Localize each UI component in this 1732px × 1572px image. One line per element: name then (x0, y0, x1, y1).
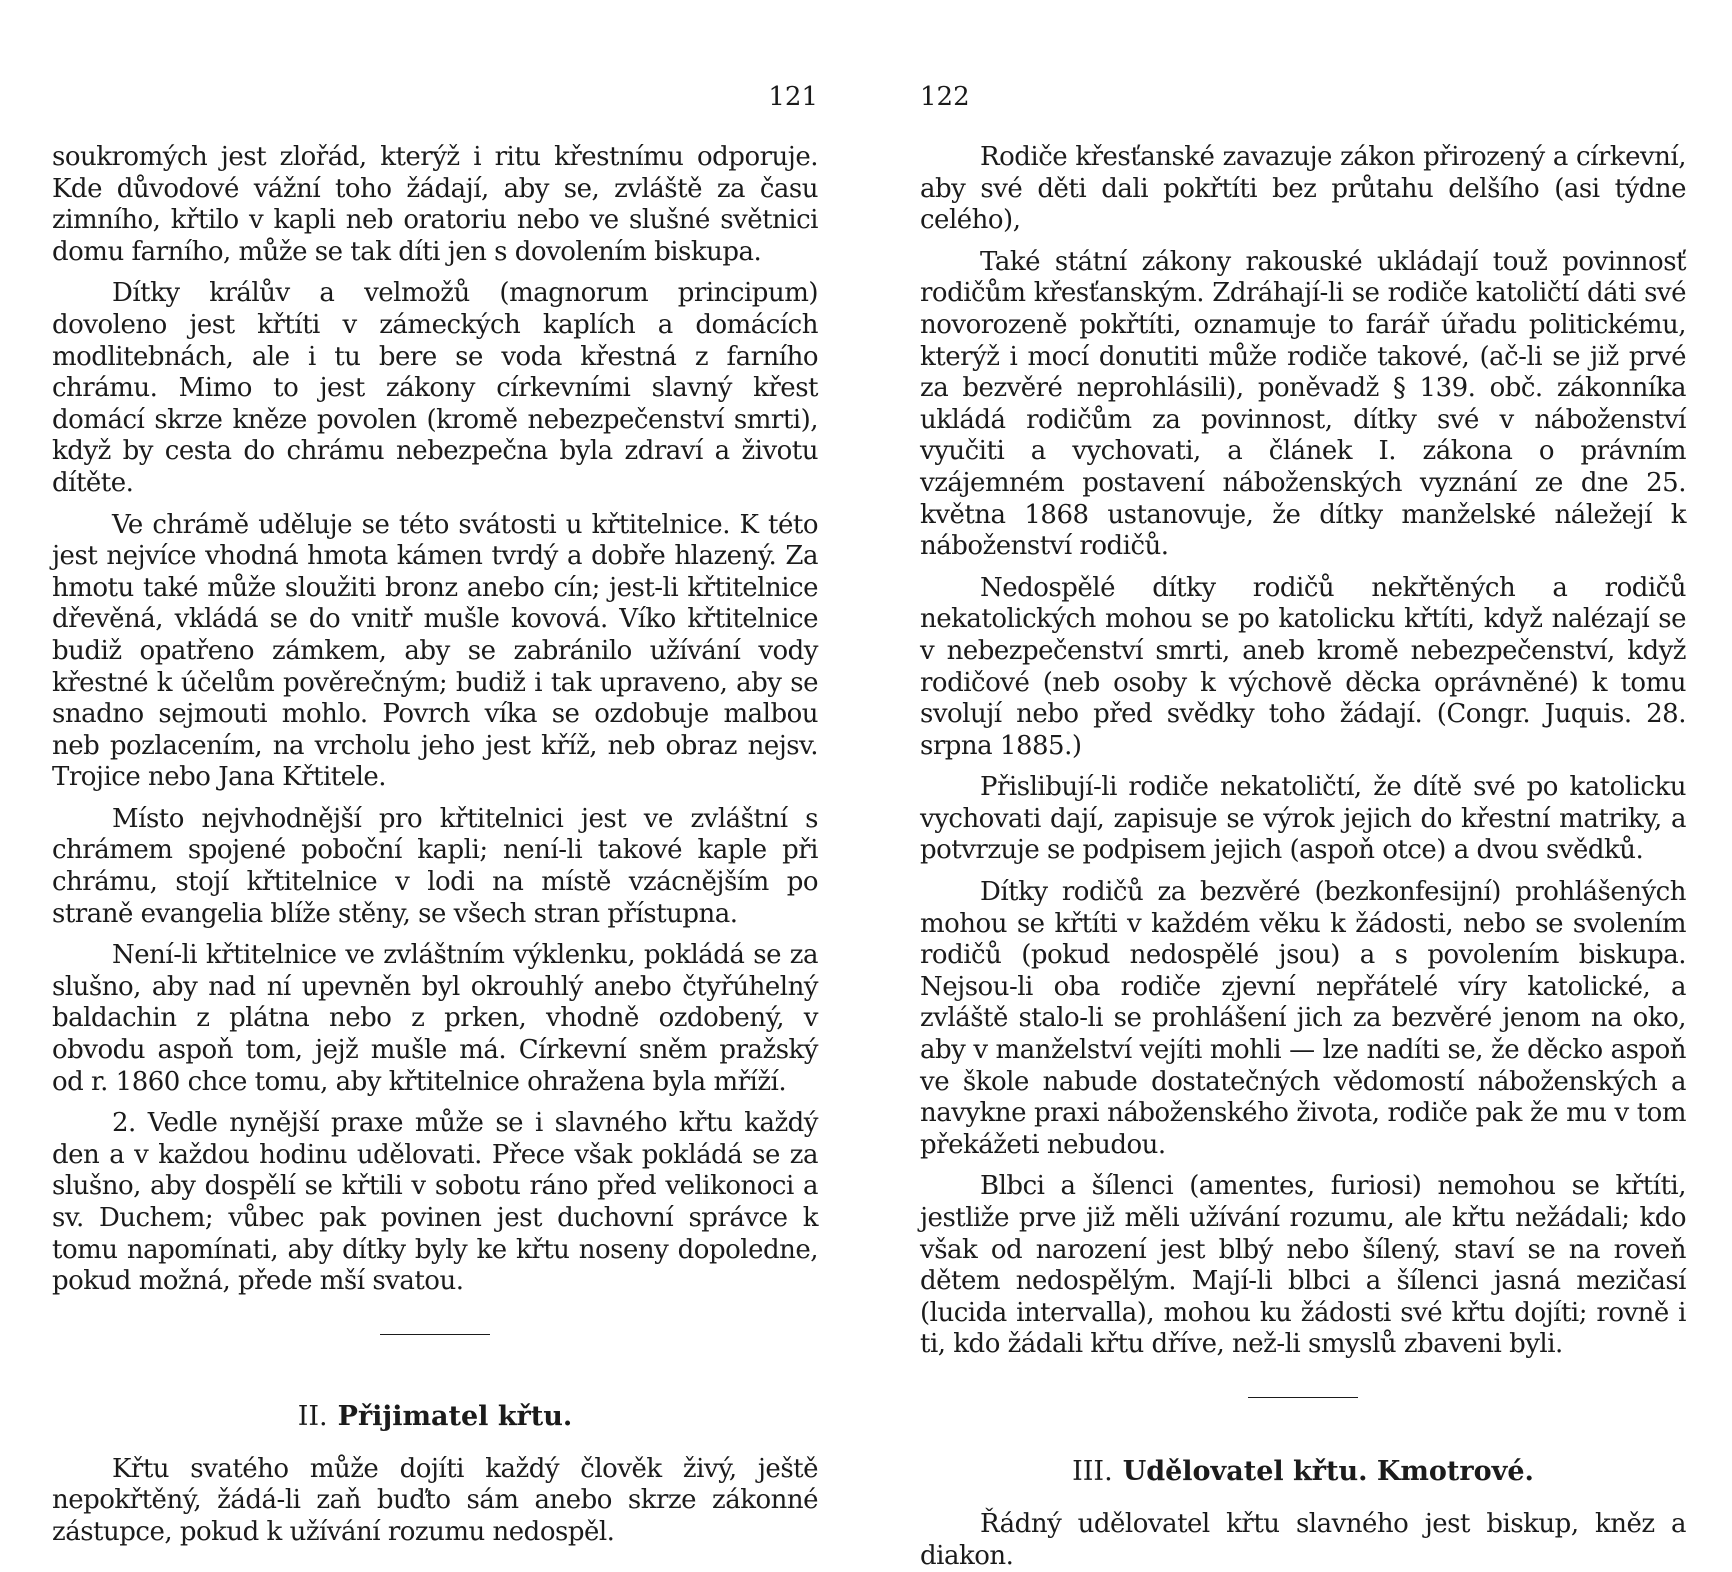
paragraph: Blbci a šílenci (amentes, furiosi) nemohou se křtíti, jestliže prve již měli užívání rozumu, ale křtu nežádali; kdo však od narození jest blbý nebo šílený, staví se na roveň dětem nedospělým. Mají-li blbci a šílenci jasná mezičasí (lucida intervalla), mohou ku žádosti své křtu dojíti; rovně i ti, kdo žádali křtu dříve, než-li smyslů zbaveni byli. (920, 1171, 1686, 1360)
left-page (52, 0, 818, 1547)
section-heading (52, 1401, 818, 1432)
paragraph: Také státní zákony rakouské ukládají touž povinnosť rodičům křesťanským. Zdráhají-li se rodiče katoličtí dáti své novorozeně pokřtíti, oznamuje to farář úřadu politickému, kterýž i mocí donutiti může rodiče takové, (ač-li se již prvé za bezvěré neprohlásili), poněvadž § 139. obč. zákonníka ukládá rodičům za povinnost, dítky své v náboženství vyučiti a vychovati, a článek I. zákona o právním vzájemném postavení náboženských vyznání ze dne 25. května 1868 ustanovuje, že dítky manželské náležejí k náboženství rodičů. (920, 246, 1686, 562)
paragraph: Dítky rodičů za bezvěré (bezkonfesijní) prohlášených mohou se křtíti v každém věku k žádosti, nebo se svolením rodičů (pokud nedospělé jsou) a s povolením biskupa. Nejsou-li oba rodiče zjevní nepřátelé víry katolické, a zvláště stalo-li se prohlášení jich za bezvěré jenom na oko, aby v manželství vejíti mohli — lze nadíti se, že děcko aspoň ve škole nabude dostatečných vědomostí náboženských a navykne praxi náboženského života, rodiče pak že mu v tom překážeti nebudou. (920, 877, 1686, 1160)
paragraph: Nedospělé dítky rodičů nekřtěných a rodičů nekatolických mohou se po katolicku křtíti, když nalézají se v nebezpečenství smrti, aneb kromě nebezpečenství, když rodičové (neb osoby k výchově děcka oprávněné) k tomu svolují nebo před svědky toho žádají. (Congr. Juquis. 28. srpna 1885.) (920, 572, 1686, 761)
paragraph: Rodiče křesťanské zavazuje zákon přirozený a církevní, aby své děti dali pokřtíti bez průtahu delšího (asi týdne celého), (920, 142, 1686, 236)
section-title: Přijimatel křtu. (337, 1400, 573, 1432)
paragraph: Místo nejvhodnější pro křtitelnici jest ve zvláštní s chrámem spojené poboční kapli; není-li takové kaple při chrámu, stojí křtitelnice v lodi na místě vzácnějším po straně evangelia blíže stěny, se všech stran přístupna. (52, 803, 818, 929)
left-page-body (52, 142, 818, 1549)
page-number: 122 (920, 82, 970, 112)
section-number: III. (1072, 1455, 1113, 1487)
paragraph: soukromých jest zlořád, kterýž i ritu křestnímu odporuje. Kde důvodové vážní toho žádají, aby se, zvláště za času zimního, křtilo v kapli neb oratoriu nebo ve slušné světnici domu farního, může se tak díti jen s dovolením biskupa. (52, 142, 818, 267)
paragraph: 2. Vedle nynější praxe může se i slavného křtu každý den a v každou hodinu udělovati. Přece však pokládá se za slušno, aby dospělí se křtili v sobotu ráno před velikonoci a sv. Duchem; vůbec pak povinen jest duchovní správce k tomu napomínati, aby dítky byly ke křtu noseny dopoledne, pokud možná, přede mší svatou. (52, 1108, 818, 1297)
section-title: Udělovatel křtu. Kmotrové. (1122, 1455, 1534, 1487)
paragraph: Není-li křtitelnice ve zvláštním výklenku, pokládá se za slušno, aby nad ní upevněn byl okrouhlý anebo čtyřúhelný baldachin z plátna nebo z prken, vhodně ozdobený, v obvodu aspoň tom, jejž mušle má. Církevní sněm pražský od r. 1860 chce tomu, aby křtitelnice ohražena byla mříží. (52, 940, 818, 1097)
right-page (920, 0, 1686, 1571)
paragraph: Dítky králův a velmožů (magnorum principum) dovoleno jest křtíti v zámeckých kaplích a domácích modlitebnách, ale i tu bere se voda křestná z farního chrámu. Mimo to jest zákony církevními slavný křest domácí skrze kněze povolen (kromě nebezpečenství smrti), když by cesta do chrámu nebezpečna byla zdraví a životu dítěte. (52, 278, 818, 498)
section-number: II. (297, 1400, 328, 1432)
right-page-body (920, 142, 1686, 1572)
section-heading (920, 1456, 1686, 1487)
paragraph: Přislibují-li rodiče nekatoličtí, že dítě své po katolicku vychovati dají, zapisuje se výrok jejich do křestní matriky, a potvrzuje se podpisem jejich (aspoň otce) a dvou svědků. (920, 772, 1686, 866)
page-number: 121 (768, 82, 818, 112)
paragraph: Křtu svatého může dojíti každý člověk živý, ještě nepokřtěný, žádá-li zaň buďto sám anebo skrze zákonné zástupce, pokud k užívání rozumu nedospěl. (52, 1453, 818, 1547)
paragraph: Řádný udělovatel křtu slavného jest biskup, kněz a diakon. (920, 1508, 1686, 1571)
paragraph: Ve chrámě uděluje se této svátosti u křtitelnice. K této jest nejvíce vhodná hmota kámen tvrdý a dobře hlazený. Za hmotu také může sloužiti bronz anebo cín; jest-li křtitelnice dřevěná, vkládá se do vnitř mušle kovová. Víko křtitelnice budiž opatřeno zámkem, aby se zabránilo užívání vody křestné k účelům pověrečným; budiž i tak upraveno, aby se snadno sejmouti mohlo. Povrch víka se ozdobuje malbou neb pozlacením, na vrcholu jeho jest kříž, neb obraz nejsv. Trojice nebo Jana Křtitele. (52, 509, 818, 793)
